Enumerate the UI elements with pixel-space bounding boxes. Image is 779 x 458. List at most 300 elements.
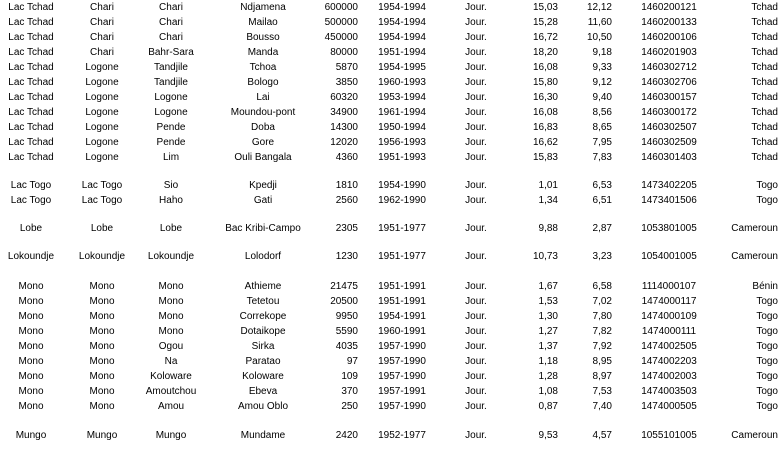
basin-cell: Lac Tchad — [8, 62, 54, 73]
period-cell: 1951-1991 — [378, 296, 426, 307]
tributary-cell: Lobe — [159, 223, 183, 234]
timestep-cell: Jour. — [465, 386, 487, 397]
river-cell: Logone — [85, 77, 119, 88]
latitude-cell: 7,80 — [592, 311, 612, 322]
table-row — [0, 0, 779, 15]
station-code-cell: 1460200121 — [641, 2, 697, 13]
river-cell: Mono — [89, 401, 115, 412]
area-cell: 12020 — [330, 137, 358, 148]
timestep-cell: Jour. — [465, 296, 487, 307]
station-cell: Manda — [247, 47, 279, 58]
longitude-cell: 16,62 — [532, 137, 558, 148]
longitude-cell: 16,30 — [532, 92, 558, 103]
table-row — [0, 90, 779, 105]
river-cell: Mungo — [86, 430, 118, 441]
area-cell: 34900 — [330, 107, 358, 118]
tributary-cell: Pende — [156, 137, 186, 148]
longitude-cell: 10,73 — [532, 251, 558, 262]
basin-cell: Lac Tchad — [8, 122, 54, 133]
table-row — [0, 384, 779, 399]
longitude-cell: 1,53 — [538, 296, 558, 307]
country-cell: Togo — [756, 401, 778, 412]
station-code-cell: 1474000117 — [641, 296, 697, 307]
table-row — [0, 324, 779, 339]
table-row — [0, 30, 779, 45]
table-row — [0, 15, 779, 30]
longitude-cell: 9,88 — [538, 223, 558, 234]
latitude-cell: 10,50 — [586, 32, 612, 43]
timestep-cell: Jour. — [465, 77, 487, 88]
table-row — [0, 294, 779, 309]
latitude-cell: 8,56 — [592, 107, 612, 118]
basin-cell: Lac Tchad — [8, 2, 54, 13]
timestep-cell: Jour. — [465, 223, 487, 234]
latitude-cell: 11,60 — [587, 17, 612, 28]
river-cell: Mono — [89, 311, 115, 322]
latitude-cell: 9,33 — [592, 62, 612, 73]
station-code-cell: 1474000505 — [641, 401, 697, 412]
basin-cell: Lac Tchad — [8, 137, 54, 148]
longitude-cell: 18,20 — [532, 47, 558, 58]
station-cell: Tchoa — [249, 62, 277, 73]
river-cell: Mono — [89, 296, 115, 307]
river-cell: Mono — [89, 371, 115, 382]
area-cell: 4360 — [335, 152, 358, 163]
station-cell: Sirka — [251, 341, 275, 352]
timestep-cell: Jour. — [465, 62, 487, 73]
country-cell: Togo — [756, 326, 778, 337]
period-cell: 1954-1994 — [378, 17, 426, 28]
latitude-cell: 6,53 — [592, 180, 612, 191]
timestep-cell: Jour. — [465, 371, 487, 382]
latitude-cell: 8,97 — [592, 371, 612, 382]
timestep-cell: Jour. — [465, 47, 487, 58]
tributary-cell: Chari — [159, 17, 183, 28]
basin-cell: Lac Tchad — [8, 32, 54, 43]
tributary-cell: Bahr-Sara — [148, 47, 194, 58]
longitude-cell: 16,83 — [532, 122, 558, 133]
area-cell: 600000 — [324, 2, 358, 13]
area-cell: 4035 — [335, 341, 358, 352]
timestep-cell: Jour. — [465, 17, 487, 28]
basin-cell: Lac Tchad — [8, 92, 54, 103]
timestep-cell: Jour. — [465, 281, 487, 292]
station-cell: Ndjamena — [240, 2, 286, 13]
timestep-cell: Jour. — [465, 401, 487, 412]
period-cell: 1951-1994 — [378, 47, 426, 58]
longitude-cell: 1,18 — [538, 356, 558, 367]
table-row — [0, 249, 779, 264]
area-cell: 21475 — [330, 281, 358, 292]
latitude-cell: 7,92 — [592, 341, 612, 352]
station-code-cell: 1460302509 — [641, 137, 697, 148]
country-cell: Tchad — [751, 107, 778, 118]
area-cell: 14300 — [330, 122, 358, 133]
area-cell: 5870 — [335, 62, 358, 73]
station-cell: Moundou-pont — [230, 107, 296, 118]
country-cell: Togo — [756, 341, 778, 352]
area-cell: 80000 — [330, 47, 358, 58]
period-cell: 1951-1993 — [378, 152, 426, 163]
station-code-cell: 1114000107 — [641, 281, 697, 292]
basin-cell: Lac Tchad — [8, 17, 54, 28]
station-cell: Paratao — [245, 356, 281, 367]
longitude-cell: 1,34 — [538, 195, 558, 206]
table-row — [0, 178, 779, 193]
tributary-cell: Mono — [158, 281, 184, 292]
river-cell: Logone — [85, 152, 119, 163]
area-cell: 2420 — [335, 430, 358, 441]
table-row — [0, 221, 779, 236]
area-cell: 60320 — [330, 92, 358, 103]
river-cell: Mono — [89, 281, 115, 292]
tributary-cell: Na — [164, 356, 178, 367]
table-row — [0, 150, 779, 165]
period-cell: 1954-1994 — [378, 2, 426, 13]
river-cell: Logone — [85, 62, 119, 73]
period-cell: 1957-1991 — [378, 386, 426, 397]
tributary-cell: Chari — [159, 32, 183, 43]
latitude-cell: 3,23 — [592, 251, 612, 262]
timestep-cell: Jour. — [465, 2, 487, 13]
river-cell: Lokoundje — [78, 251, 126, 262]
basin-cell: Mono — [18, 371, 44, 382]
country-cell: Tchad — [751, 137, 778, 148]
table-row — [0, 399, 779, 414]
basin-cell: Lac Togo — [10, 180, 52, 191]
latitude-cell: 4,57 — [592, 430, 612, 441]
table-row — [0, 120, 779, 135]
country-cell: Togo — [756, 371, 778, 382]
area-cell: 450000 — [324, 32, 358, 43]
longitude-cell: 1,67 — [538, 281, 558, 292]
country-cell: Tchad — [751, 92, 778, 103]
table-row — [0, 369, 779, 384]
latitude-cell: 7,82 — [592, 326, 612, 337]
country-cell: Cameroun — [731, 430, 778, 441]
tributary-cell: Chari — [159, 2, 183, 13]
tributary-cell: Koloware — [150, 371, 192, 382]
country-cell: Bénin — [752, 281, 778, 292]
river-cell: Logone — [85, 137, 119, 148]
tributary-cell: Sio — [163, 180, 179, 191]
timestep-cell: Jour. — [465, 180, 487, 191]
longitude-cell: 9,53 — [538, 430, 558, 441]
station-cell: Amou Oblo — [237, 401, 289, 412]
period-cell: 1957-1990 — [378, 356, 426, 367]
latitude-cell: 8,95 — [592, 356, 612, 367]
timestep-cell: Jour. — [465, 152, 487, 163]
station-cell: Bologo — [247, 77, 279, 88]
country-cell: Tchad — [751, 77, 778, 88]
area-cell: 1810 — [335, 180, 358, 191]
tributary-cell: Lokoundje — [147, 251, 195, 262]
basin-cell: Lac Tchad — [8, 152, 54, 163]
table-row — [0, 309, 779, 324]
longitude-cell: 1,01 — [538, 180, 558, 191]
longitude-cell: 15,80 — [532, 77, 558, 88]
country-cell: Togo — [756, 386, 778, 397]
timestep-cell: Jour. — [465, 356, 487, 367]
table-row — [0, 60, 779, 75]
basin-cell: Mono — [18, 401, 44, 412]
table-row — [0, 279, 779, 294]
station-code-cell: 1474003503 — [641, 386, 697, 397]
river-cell: Mono — [89, 356, 115, 367]
period-cell: 1951-1977 — [378, 251, 426, 262]
country-cell: Tchad — [751, 122, 778, 133]
longitude-cell: 1,08 — [538, 386, 558, 397]
longitude-cell: 16,08 — [532, 62, 558, 73]
period-cell: 1957-1990 — [378, 401, 426, 412]
station-cell: Correkope — [239, 311, 287, 322]
station-cell: Bac Kribi-Campo — [225, 223, 301, 234]
basin-cell: Mono — [18, 341, 44, 352]
station-cell: Mailao — [248, 17, 278, 28]
station-code-cell: 1474000111 — [641, 326, 697, 337]
period-cell: 1952-1977 — [378, 430, 426, 441]
tributary-cell: Amou — [157, 401, 185, 412]
tributary-cell: Lim — [162, 152, 180, 163]
longitude-cell: 15,83 — [532, 152, 558, 163]
river-cell: Chari — [90, 47, 114, 58]
longitude-cell: 0,87 — [538, 401, 558, 412]
station-cell: Lai — [256, 92, 270, 103]
area-cell: 2560 — [335, 195, 358, 206]
tributary-cell: Mono — [158, 311, 184, 322]
river-cell: Logone — [85, 92, 119, 103]
station-code-cell: 1460200106 — [641, 32, 697, 43]
station-code-cell: 1474002203 — [641, 356, 697, 367]
latitude-cell: 8,65 — [592, 122, 612, 133]
basin-cell: Mungo — [15, 430, 47, 441]
area-cell: 5590 — [335, 326, 358, 337]
basin-cell: Lac Tchad — [8, 47, 54, 58]
area-cell: 9950 — [335, 311, 358, 322]
period-cell: 1956-1993 — [378, 137, 426, 148]
river-cell: Chari — [90, 32, 114, 43]
river-cell: Chari — [90, 17, 114, 28]
table-row — [0, 428, 779, 443]
country-cell: Togo — [756, 195, 778, 206]
longitude-cell: 1,30 — [538, 311, 558, 322]
latitude-cell: 12,12 — [586, 2, 612, 13]
tributary-cell: Logone — [154, 92, 188, 103]
country-cell: Tchad — [751, 2, 778, 13]
station-cell: Bousso — [246, 32, 280, 43]
country-cell: Togo — [756, 311, 778, 322]
latitude-cell: 9,40 — [592, 92, 612, 103]
station-cell: Lolodorf — [244, 251, 282, 262]
country-cell: Tchad — [751, 17, 778, 28]
period-cell: 1954-1990 — [378, 180, 426, 191]
station-code-cell: 1460200133 — [641, 17, 697, 28]
station-code-cell: 1460300172 — [641, 107, 697, 118]
tributary-cell: Mungo — [155, 430, 187, 441]
river-cell: Logone — [85, 107, 119, 118]
tributary-cell: Mono — [158, 326, 184, 337]
river-cell: Mono — [89, 341, 115, 352]
latitude-cell: 6,58 — [592, 281, 612, 292]
country-cell: Tchad — [751, 152, 778, 163]
basin-cell: Mono — [18, 356, 44, 367]
basin-cell: Lobe — [19, 223, 43, 234]
period-cell: 1954-1995 — [378, 62, 426, 73]
country-cell: Tchad — [751, 62, 778, 73]
latitude-cell: 6,51 — [592, 195, 612, 206]
river-cell: Mono — [89, 326, 115, 337]
river-cell: Mono — [89, 386, 115, 397]
period-cell: 1960-1991 — [378, 326, 426, 337]
station-code-cell: 1460302712 — [641, 62, 697, 73]
latitude-cell: 7,40 — [592, 401, 612, 412]
table-row — [0, 354, 779, 369]
area-cell: 20500 — [330, 296, 358, 307]
period-cell: 1951-1977 — [378, 223, 426, 234]
country-cell: Togo — [756, 180, 778, 191]
period-cell: 1960-1993 — [378, 77, 426, 88]
basin-cell: Mono — [18, 281, 44, 292]
longitude-cell: 16,08 — [532, 107, 558, 118]
latitude-cell: 7,02 — [592, 296, 612, 307]
station-cell: Ouli Bangala — [234, 152, 292, 163]
basin-cell: Mono — [18, 296, 44, 307]
area-cell: 250 — [341, 401, 358, 412]
area-cell: 1230 — [335, 251, 358, 262]
tributary-cell: Haho — [159, 195, 183, 206]
basin-cell: Lac Togo — [10, 195, 52, 206]
river-cell: Lobe — [90, 223, 114, 234]
basin-cell: Lac Tchad — [8, 77, 54, 88]
river-cell: Lac Togo — [81, 195, 123, 206]
longitude-cell: 15,03 — [532, 2, 558, 13]
country-cell: Tchad — [751, 47, 778, 58]
station-cell: Mundame — [240, 430, 286, 441]
timestep-cell: Jour. — [465, 251, 487, 262]
area-cell: 109 — [341, 371, 358, 382]
station-code-cell: 1474000109 — [641, 311, 697, 322]
table-row — [0, 193, 779, 208]
station-cell: Athieme — [244, 281, 282, 292]
tributary-cell: Tandjile — [154, 62, 188, 73]
latitude-cell: 9,12 — [592, 77, 612, 88]
timestep-cell: Jour. — [465, 137, 487, 148]
tributary-cell: Tandjile — [154, 77, 188, 88]
basin-cell: Lokoundje — [7, 251, 55, 262]
area-cell: 2305 — [335, 223, 358, 234]
area-cell: 370 — [341, 386, 358, 397]
table-row — [0, 135, 779, 150]
table-row — [0, 75, 779, 90]
table-row — [0, 45, 779, 60]
station-cell: Ebeva — [248, 386, 278, 397]
latitude-cell: 7,95 — [592, 137, 612, 148]
country-cell: Cameroun — [731, 251, 778, 262]
station-code-cell: 1055101005 — [641, 430, 697, 441]
country-cell: Cameroun — [731, 223, 778, 234]
station-code-cell: 1474002505 — [641, 341, 697, 352]
country-cell: Togo — [756, 296, 778, 307]
longitude-cell: 16,72 — [532, 32, 558, 43]
timestep-cell: Jour. — [465, 430, 487, 441]
period-cell: 1957-1990 — [378, 371, 426, 382]
river-cell: Chari — [90, 2, 114, 13]
station-code-cell: 1460201903 — [641, 47, 697, 58]
timestep-cell: Jour. — [465, 92, 487, 103]
station-code-cell: 1473402205 — [641, 180, 697, 191]
tributary-cell: Pende — [156, 122, 186, 133]
station-code-cell: 1474002003 — [641, 371, 697, 382]
timestep-cell: Jour. — [465, 122, 487, 133]
timestep-cell: Jour. — [465, 32, 487, 43]
latitude-cell: 9,18 — [592, 47, 612, 58]
area-cell: 97 — [346, 356, 358, 367]
timestep-cell: Jour. — [465, 311, 487, 322]
latitude-cell: 2,87 — [592, 223, 612, 234]
area-cell: 3850 — [335, 77, 358, 88]
station-cell: Dotaikope — [240, 326, 286, 337]
station-cell: Gore — [251, 137, 275, 148]
tributary-cell: Ogou — [158, 341, 184, 352]
country-cell: Togo — [756, 356, 778, 367]
period-cell: 1957-1990 — [378, 341, 426, 352]
longitude-cell: 1,37 — [538, 341, 558, 352]
area-cell: 500000 — [324, 17, 358, 28]
station-cell: Gati — [253, 195, 273, 206]
station-code-cell: 1460302507 — [641, 122, 697, 133]
station-code-cell: 1460302706 — [641, 77, 697, 88]
station-code-cell: 1460301403 — [641, 152, 697, 163]
latitude-cell: 7,83 — [592, 152, 612, 163]
longitude-cell: 1,27 — [538, 326, 558, 337]
period-cell: 1951-1991 — [378, 281, 426, 292]
timestep-cell: Jour. — [465, 341, 487, 352]
station-code-cell: 1460300157 — [641, 92, 697, 103]
longitude-cell: 1,28 — [538, 371, 558, 382]
river-cell: Logone — [85, 122, 119, 133]
basin-cell: Lac Tchad — [8, 107, 54, 118]
basin-cell: Mono — [18, 326, 44, 337]
basin-cell: Mono — [18, 311, 44, 322]
longitude-cell: 15,28 — [532, 17, 558, 28]
river-cell: Lac Togo — [81, 180, 123, 191]
period-cell: 1954-1991 — [378, 311, 426, 322]
period-cell: 1962-1990 — [378, 195, 426, 206]
table-row — [0, 105, 779, 120]
station-cell: Tetetou — [246, 296, 280, 307]
period-cell: 1953-1994 — [378, 92, 426, 103]
station-cell: Kpedji — [249, 180, 277, 191]
timestep-cell: Jour. — [465, 195, 487, 206]
country-cell: Tchad — [751, 32, 778, 43]
tributary-cell: Amoutchou — [145, 386, 197, 397]
latitude-cell: 7,53 — [592, 386, 612, 397]
station-code-cell: 1054001005 — [641, 251, 697, 262]
period-cell: 1954-1994 — [378, 32, 426, 43]
tributary-cell: Mono — [158, 296, 184, 307]
basin-cell: Mono — [18, 386, 44, 397]
station-code-cell: 1053801005 — [641, 223, 697, 234]
period-cell: 1950-1994 — [378, 122, 426, 133]
station-code-cell: 1473401506 — [641, 195, 697, 206]
timestep-cell: Jour. — [465, 107, 487, 118]
tributary-cell: Logone — [154, 107, 188, 118]
station-cell: Doba — [251, 122, 275, 133]
period-cell: 1961-1994 — [378, 107, 426, 118]
table-row — [0, 339, 779, 354]
timestep-cell: Jour. — [465, 326, 487, 337]
station-cell: Koloware — [242, 371, 284, 382]
